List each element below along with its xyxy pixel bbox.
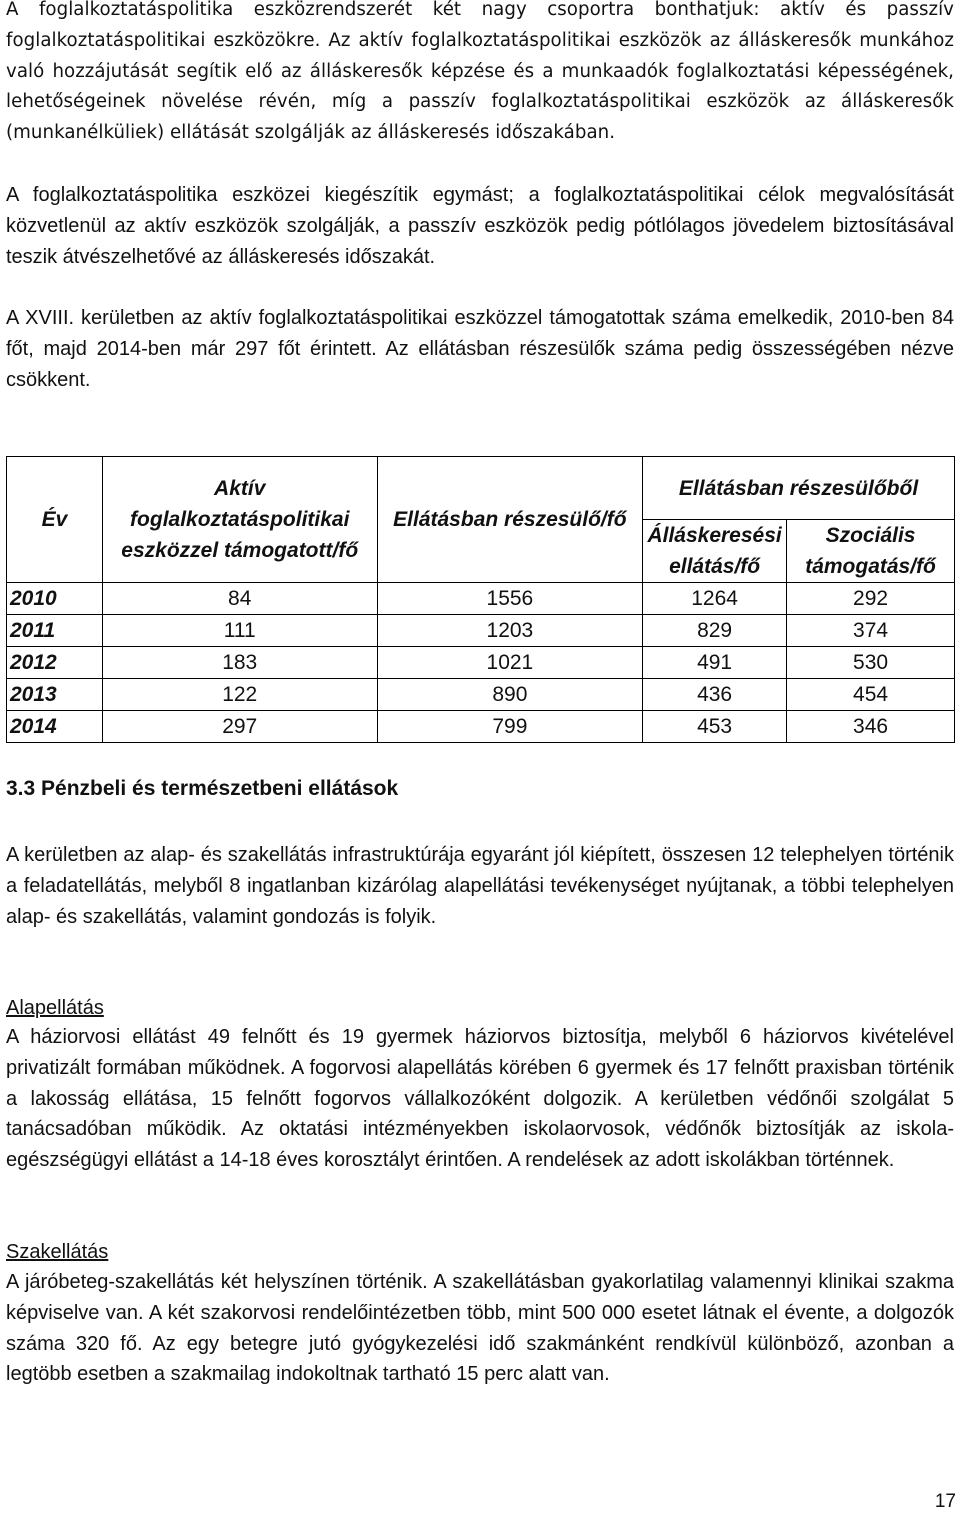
paragraph-specialist-care: A járóbeteg-szakellátás két helyszínen történik. A szakellátásban gyakorlatilag valamennyi klinikai szakma képviselve van. A két szakorvosi rendelőintézetben több, mint 500 000 esetet látnak el évente, a dolgozók száma 320 fő. Az egy betegre jutó gyógykezelési idő szakmánként rendkívül különböző, azonban a legtöbb esetben a szakmailag indokoltnak tartható 15 perc alatt van. xyxy=(6,1271,954,1386)
table-row xyxy=(7,583,955,615)
header-social: Szociális támogatás/fő xyxy=(787,520,955,583)
table-row xyxy=(7,679,955,711)
page-number: 17 xyxy=(934,1491,956,1512)
table-row xyxy=(7,711,955,743)
cell-recipients: 1556 xyxy=(377,583,642,615)
cell-active: 111 xyxy=(102,615,377,647)
cell-recipients: 799 xyxy=(377,711,642,743)
paragraph-intro: A foglalkoztatáspolitika eszközrendszerét két nagy csoportra bonthatjuk: aktív és passzív foglalkoztatáspolitikai eszközökre. Az aktív foglalkoztatáspolitikai eszközök az álláskeresők munkához való hozzájutását segítik elő az álláskeresők képzése és a munkaadók foglalkoztatási képességének, lehetőségeinek növelése révén, míg a passzív foglalkoztatáspolitikai eszközök az álláskeresők (munkanélküliek) ellátását szolgálják az álláskeresés időszakában. xyxy=(6,0,954,144)
header-active: Aktív foglalkoztatáspolitikai eszközzel támogatott/fő xyxy=(102,457,377,583)
paragraph-district: A XVIII. kerületben az aktív foglalkoztatáspolitikai eszközzel támogatottak száma emelkedik, 2010-ben 84 főt, majd 2014-ben már 297 főt érintett. Az ellátásban részesülők száma pedig összességében nézve csökkent. xyxy=(6,307,954,391)
cell-social: 374 xyxy=(787,615,955,647)
paragraph-infrastructure: A kerületben az alap- és szakellátás infrastruktúrája egyaránt jól kiépített, összesen 12 telephelyen történik a feladatellátás, melyből 8 ingatlanban kizárólag alapellátási tevékenységet nyújtanak, a többi telephelyen alap- és szakellátás, valamint gondozás is folyik. xyxy=(6,844,954,928)
cell-recipients: 1203 xyxy=(377,615,642,647)
table-body xyxy=(7,583,955,743)
cell-active: 84 xyxy=(102,583,377,615)
cell-recipients: 1021 xyxy=(377,647,642,679)
cell-year: 2011 xyxy=(7,615,103,647)
cell-jobseeker: 829 xyxy=(643,615,787,647)
header-jobseeker: Álláskeresési ellátás/fő xyxy=(643,520,787,583)
cell-active: 183 xyxy=(102,647,377,679)
cell-social: 292 xyxy=(787,583,955,615)
cell-jobseeker: 491 xyxy=(643,647,787,679)
header-group: Ellátásban részesülőből xyxy=(643,457,955,520)
cell-jobseeker: 436 xyxy=(643,679,787,711)
table-row xyxy=(7,615,955,647)
cell-year: 2014 xyxy=(7,711,103,743)
subheading-primary-care: Alapellátás xyxy=(6,997,104,1019)
cell-year: 2012 xyxy=(7,647,103,679)
cell-jobseeker: 453 xyxy=(643,711,787,743)
header-year: Év xyxy=(7,457,103,583)
header-recipients: Ellátásban részesülő/fő xyxy=(377,457,642,583)
employment-table xyxy=(6,456,955,743)
section-heading: 3.3 Pénzbeli és természetbeni ellátások xyxy=(6,777,399,800)
paragraph-complement: A foglalkoztatáspolitika eszközei kiegészítik egymást; a foglalkoztatáspolitikai célok megvalósítását közvetlenül az aktív eszközök szolgálják, a passzív eszközök pedig pótlólagos jövedelem biztosításával teszik átvészelhetővé az álláskeresés időszakát. xyxy=(6,184,954,268)
cell-social: 530 xyxy=(787,647,955,679)
cell-year: 2013 xyxy=(7,679,103,711)
cell-jobseeker: 1264 xyxy=(643,583,787,615)
cell-social: 454 xyxy=(787,679,955,711)
cell-active: 122 xyxy=(102,679,377,711)
table-row xyxy=(7,647,955,679)
cell-social: 346 xyxy=(787,711,955,743)
cell-active: 297 xyxy=(102,711,377,743)
paragraph-primary-care: A háziorvosi ellátást 49 felnőtt és 19 gyermek háziorvos biztosítja, melyből 6 háziorvos kivételével privatizált formában működnek. A fogorvosi alapellátás körében 6 gyermek és 17 felnőtt praxisban történik a lakosság ellátása, 15 felnőtt fogorvos vállalkozóként dolgozik. A kerületben védőnői szolgálat 5 tanácsadóban működik. Az oktatási intézményekben iskolaorvosok, védőnők biztosítják az iskola-egészségügyi ellátást a 14-18 éves korosztályt érintően. A rendelések az adott iskolákban történnek. xyxy=(6,1026,954,1172)
cell-recipients: 890 xyxy=(377,679,642,711)
subheading-specialist-care: Szakellátás xyxy=(6,1241,109,1263)
cell-year: 2010 xyxy=(7,583,103,615)
